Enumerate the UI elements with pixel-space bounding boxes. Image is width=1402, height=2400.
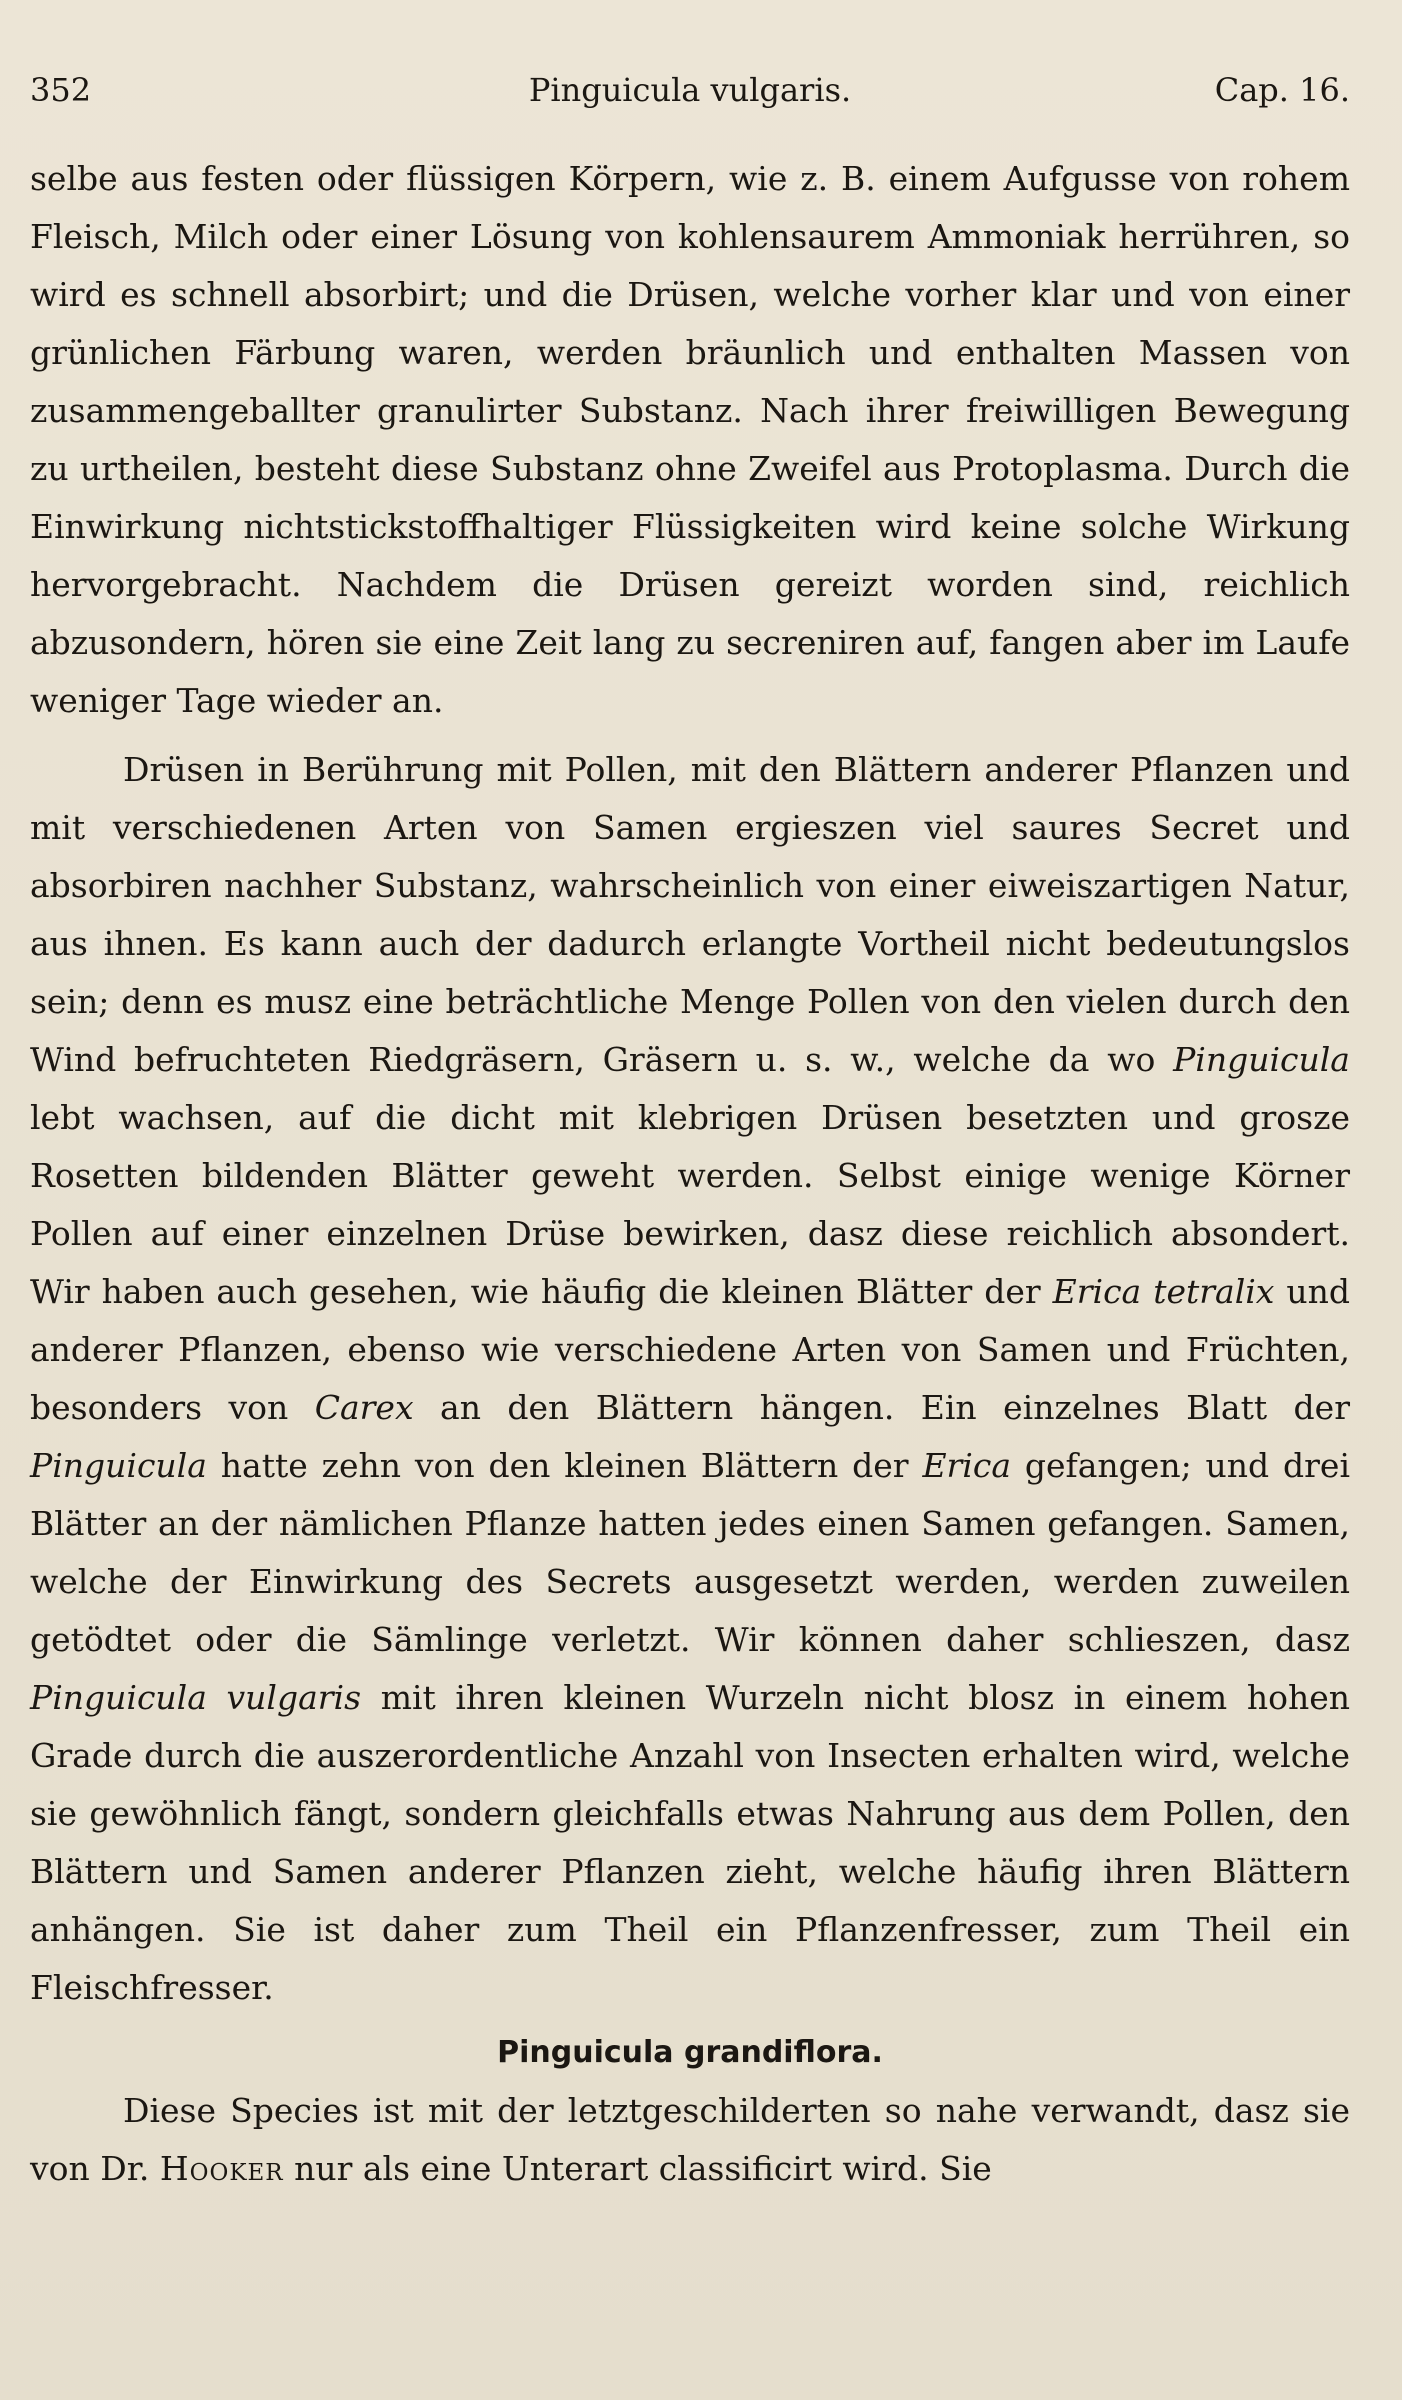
text-run: mit ihren kleinen Wurzeln nicht blosz in einem hohen Grade durch die auszerordentliche Anzahl von Insecten erhalten wird, welche sie gewöhnlich fängt, sondern gleichfalls etwas Nahrung aus dem Pollen, den Blättern und Samen anderer Pflanzen zieht, welche häufig ihren Blättern anhängen. Sie ist daher zum Theil ein Pflanzenfresser, zum Theil ein Fleischfresser. [30, 1678, 1350, 2007]
page-body [30, 150, 1350, 2209]
text-run: Drüsen in Berührung mit Pollen, mit den Blättern anderer Pflanzen und mit verschiedenen Arten von Samen ergieszen viel saures Secret und absorbiren nachher Substanz, wahrscheinlich von einer eiweiszartigen Natur, aus ihnen. Es kann auch der dadurch erlangte Vortheil nicht bedeutungslos sein; denn es musz eine beträchtliche Menge Pollen von den vielen durch den Wind befruchteten Riedgräsern, Gräsern u. s. w., welche da wo [30, 750, 1350, 1079]
paragraph [30, 150, 1350, 730]
text-run: Diese Species ist mit der letztgeschilderten so nahe verwandt, dasz sie von Dr. [30, 2091, 1350, 2188]
paragraph [30, 741, 1350, 2017]
italic-term: Erica [922, 1446, 1012, 1485]
section-heading: Pinguicula grandiflora. [497, 2035, 883, 2070]
person-name: Hooker [159, 2149, 284, 2188]
text-run: gefangen; und drei Blätter an der nämlichen Pflanze hatten jedes einen Samen gefangen. Samen, welche der Einwirkung des Secrets ausgesetzt werden, werden zuweilen getödtet oder die Sämlinge verletzt. Wir können daher schlieszen, dasz [30, 1446, 1350, 1659]
text-run: nur als eine Unterart classificirt wird. Sie [283, 2149, 992, 2188]
page-number: 352 [30, 71, 92, 109]
text-run: und anderer Pflanzen, ebenso wie verschiedene Arten von Samen und Früchten, besonders von [30, 1272, 1351, 1427]
text-run: lebt wachsen, auf die dicht mit klebrigen Drüsen besetzten und grosze Rosetten bildenden Blätter geweht werden. Selbst einige wenige Körner Pollen auf einer einzelnen Drüse bewirken, dasz diese reichlich absondert. Wir haben auch gesehen, wie häufig die kleinen Blätter der [30, 1098, 1350, 1311]
chapter-label: Cap. 16. [1214, 71, 1350, 109]
italic-term: Carex [314, 1388, 414, 1427]
text-run: selbe aus festen oder flüssigen Körpern, wie z. B. einem Aufgusse von rohem Fleisch, Milch oder einer Lösung von kohlensaurem Ammoniak herrühren, so wird es schnell absorbirt; und die Drüsen, welche vorher klar und von einer grünlichen Färbung waren, werden bräunlich und enthalten Massen von zusammengeballter granulirter Substanz. Nach ihrer freiwilligen Bewegung zu urtheilen, besteht diese Substanz ohne Zweifel aus Protoplasma. Durch die Einwirkung nichtstickstoffhaltiger Flüssigkeiten wird keine solche Wirkung hervorgebracht. Nachdem die Drüsen gereizt worden sind, reichlich abzusondern, hören sie eine Zeit lang zu secreniren auf, fangen aber im Laufe weniger Tage wieder an. [30, 159, 1350, 720]
italic-term: Pinguicula vulgaris [30, 1678, 362, 1717]
text-run: hatte zehn von den kleinen Blättern der [206, 1446, 923, 1485]
italic-term: Erica tetralix [1052, 1272, 1275, 1311]
italic-term: Pinguicula [30, 1446, 207, 1485]
page-header [30, 68, 1350, 112]
text-run: an den Blättern hängen. Ein einzelnes Blatt der [413, 1388, 1350, 1427]
italic-term: Pinguicula [1173, 1040, 1350, 1079]
section-paragraph [30, 2082, 1350, 2198]
running-title: Pinguicula vulgaris. [528, 71, 852, 109]
